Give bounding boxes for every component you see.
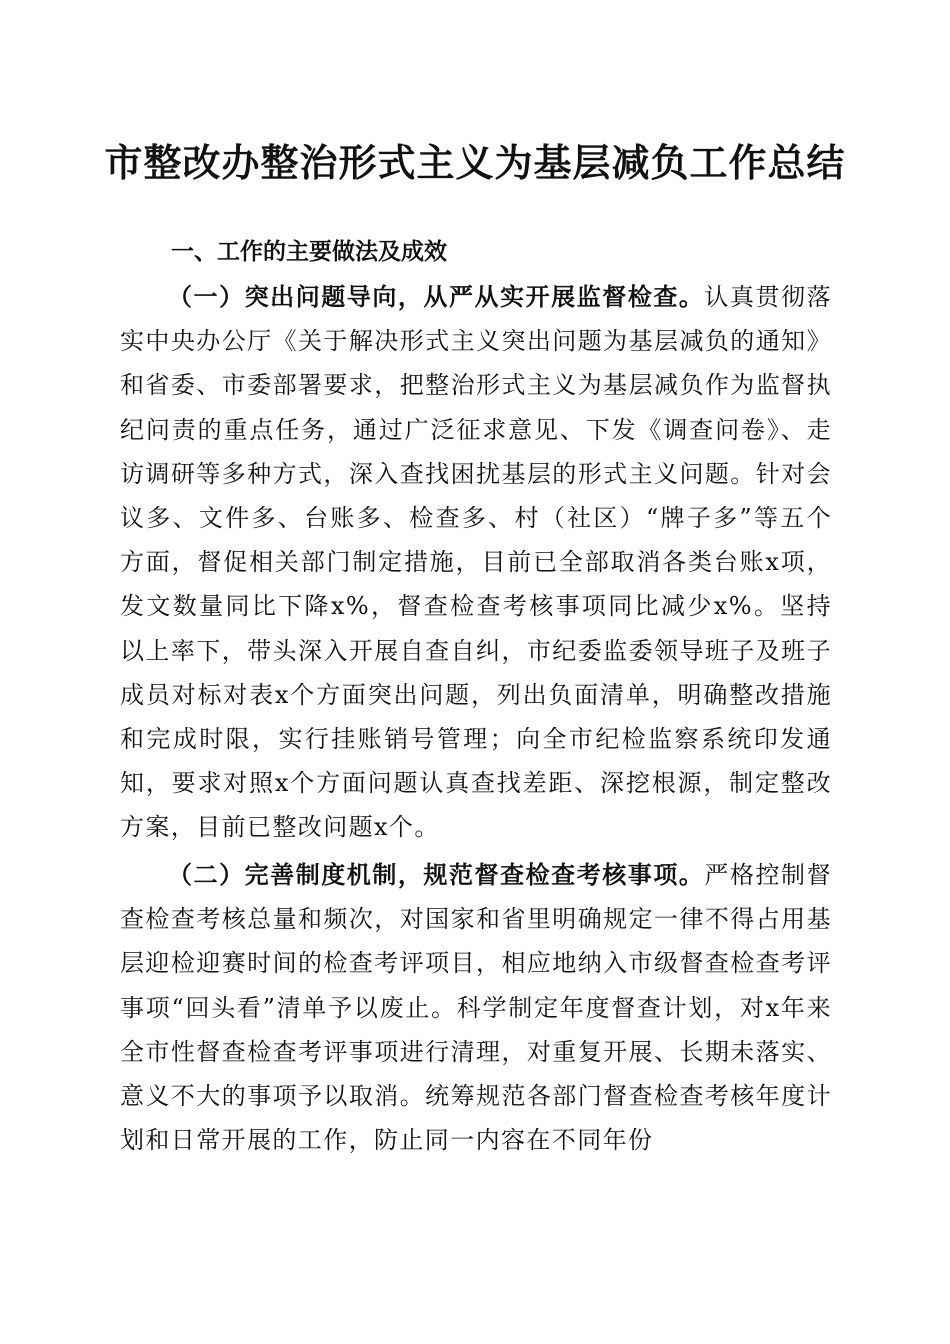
paragraph-2-text: 严格控制督查检查考核总量和频次，对国家和省里明确规定一律不得占用基层迎检迎赛时间的检查考评项目，相应地纳入市级督查检查考评事项“回头看”清单予以废止。科学制定年度督查计划，对x年来全市性督查检查考评事项进行清理，对重复开展、长期未落实、意义不大的事项予以取消。统筹规范各部门督查检查考核年度计划和日常开展的工作，防止同一内容在不同年份 (120, 861, 832, 1155)
paragraph-2 (120, 853, 832, 1162)
section-heading: 一、工作的主要做法及成效 (171, 239, 447, 265)
paragraph-2-lead: （二）完善制度机制，规范督查检查考核事项。 (168, 860, 705, 889)
document-title: 市整改办整治形式主义为基层减负工作总结 (104, 140, 846, 185)
paragraph-1-text: 认真贯彻落实中央办公厅《关于解决形式主义突出问题为基层减负的通知》和省委、市委部署要求，把整治形式主义为基层减负作为监督执纪问责的重点任务，通过广泛征求意见、下发《调查问卷》、走访调研等多种方式，深入查找困扰基层的形式主义问题。针对会议多、文件多、台账多、检查多、村（社区）“牌子多”等五个方面，督促相关部门制定措施，目前已全部取消各类台账x项，发文数量同比下降x%，督查检查考核事项同比减少x%。坚持以上率下，带头深入开展自查自纠，市纪委监委领导班子及班子成员对标对表x个方面突出问题，列出负面清单，明确整改措施和完成时限，实行挂账销号管理；向全市纪检监察系统印发通知，要求对照x个方面问题认真查找差距、深挖根源，制定整改方案，目前已整改问题x个。 (120, 283, 832, 842)
paragraph-1 (120, 275, 832, 850)
paragraph-1-lead: （一）突出问题导向，从严从实开展监督检查。 (168, 282, 705, 311)
